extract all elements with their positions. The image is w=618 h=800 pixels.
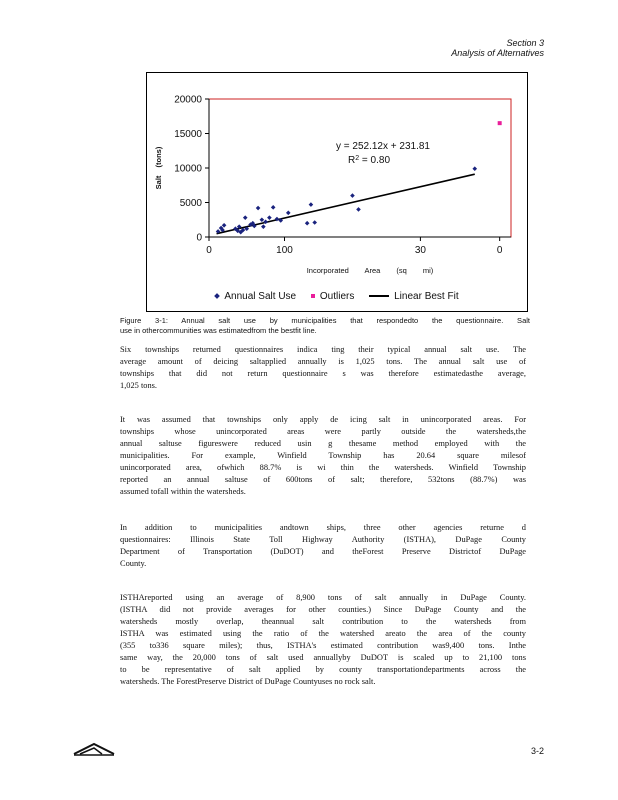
caption-line: use in othercommunities was estimatedfrom the bestfit line.: [120, 326, 317, 335]
chart-figure: [146, 72, 528, 312]
legend-item-outliers: Outliers: [311, 291, 354, 302]
text-line: Department of Transportation (DuDOT) and theForest Preserve Districtof DuPage: [120, 547, 526, 556]
text-line: It was assumed that townships only apply de icing salt in unincorporated areas. For: [120, 415, 526, 424]
text-line: municipalities. For example, Winfield Township has 20.64 square milesof: [120, 451, 526, 460]
paragraph-istha: [120, 592, 526, 688]
data-point: [271, 205, 276, 210]
data-point: [350, 193, 355, 198]
x-tick-label: 0: [496, 245, 503, 256]
data-point: [256, 206, 261, 211]
regression-equation: y = 252.12x + 231.81: [336, 141, 430, 152]
text-line: watersheds. The ForestPreserve District of DuPage Countyuses no rock salt.: [120, 677, 376, 686]
r-squared-label: $R^2 = 0.80$: [348, 154, 390, 166]
text-line: 1,025 tons.: [120, 381, 157, 390]
page-number: 3-2: [530, 746, 544, 756]
y-tick-label: 0: [196, 232, 202, 244]
scatter-chart: [147, 73, 527, 311]
section-label: Section 3: [506, 38, 544, 48]
data-point: [356, 207, 361, 212]
text-line: unincorporated area, ofwhich 88.7% is wi thin the watersheds. Winfield Township: [120, 463, 526, 472]
text-line: ISTHAreported using an average of 8,900 tons of salt annually in DuPage County.: [120, 593, 526, 602]
paragraph-unincorporated: [120, 414, 526, 498]
text-line: average amount of deicing saltapplied annually is 1,025 tons. The annual salt use of: [120, 357, 526, 366]
y-tick-label: 10000: [174, 163, 202, 175]
company-logo-icon: [72, 740, 116, 758]
text-line: same way, the 20,000 tons of salt used annuallyby DuDOT is scaled up to 21,100 tons: [120, 653, 526, 662]
x-axis-label: Incorporated Area (sq mi): [306, 266, 434, 275]
outlier-point: [498, 121, 502, 125]
text-line: ISTHA was estimated using the ratio of the watershed areato the area of the county: [120, 629, 526, 638]
legend-item-annual-salt-use: Annual Salt Use: [215, 291, 296, 302]
data-point: [309, 202, 314, 207]
data-point: [222, 223, 227, 228]
text-line: watersheds mostly overlap, theannual salt contribution to the watersheds from: [120, 617, 526, 626]
figure-caption: [120, 316, 530, 336]
text-line: to be representative of salt applied by county transportationdepartments across the: [120, 665, 526, 674]
text-line: annual saltuse figureswere reduced usin g thesame method employed with the: [120, 439, 526, 448]
text-line: reported an annual saltuse of 600tons of salt; therefore, 532tons (88.7%) was: [120, 475, 526, 484]
data-point: [267, 215, 272, 220]
data-point: [286, 211, 291, 216]
text-line: (355 to336 square miles); thus, ISTHA's estimated contribution was9,400 tons. Inthe: [120, 641, 526, 650]
text-line: In addition to municipalities andtown ships, three other agencies returne d: [120, 523, 526, 532]
y-tick-label: 5000: [179, 198, 202, 209]
y-axis-label: Salt (tons): [154, 146, 163, 190]
text-line: questionnaires: Illinois State Toll Highway Authority (ISTHA), DuPage County: [120, 535, 526, 544]
section-title: Analysis of Alternatives: [451, 48, 544, 58]
x-tick-label: 0: [206, 245, 212, 256]
chart-legend: [147, 291, 527, 302]
text-line: assumed tofall within the watersheds.: [120, 487, 246, 496]
square-marker-icon: [311, 294, 315, 298]
data-point: [305, 221, 310, 226]
paragraph-agencies: [120, 522, 526, 570]
line-marker-icon: [369, 295, 389, 297]
data-point: [260, 217, 265, 222]
paragraph-townships: [120, 344, 526, 392]
text-line: Six townships returned questionnaires indica ting their typical annual salt use. The: [120, 345, 526, 354]
data-point: [243, 215, 248, 220]
y-tick-label: 15000: [174, 129, 202, 140]
legend-item-linear-best-fit: Linear Best Fit: [369, 291, 458, 302]
text-line: townships that did not return questionnaire s was therefore estimatedasthe average,: [120, 369, 526, 378]
diamond-marker-icon: [215, 294, 221, 300]
y-tick-label: 20000: [174, 94, 202, 106]
data-point: [312, 220, 317, 225]
data-point: [472, 166, 477, 171]
plot-area: [209, 99, 511, 237]
x-tick-label: 100: [276, 245, 293, 256]
x-tick-label: 30: [414, 245, 426, 256]
caption-line: Figure 3-1: Annual salt use by municipalities that respondedto the questionnaire. Salt: [120, 316, 530, 325]
data-point: [261, 224, 266, 229]
text-line: townships whose unincorporated areas were partly outside the watersheds,the: [120, 427, 526, 436]
text-line: (ISTHA did not provide averages for other counties.) Since DuPage County and the: [120, 605, 526, 614]
text-line: County.: [120, 559, 147, 568]
